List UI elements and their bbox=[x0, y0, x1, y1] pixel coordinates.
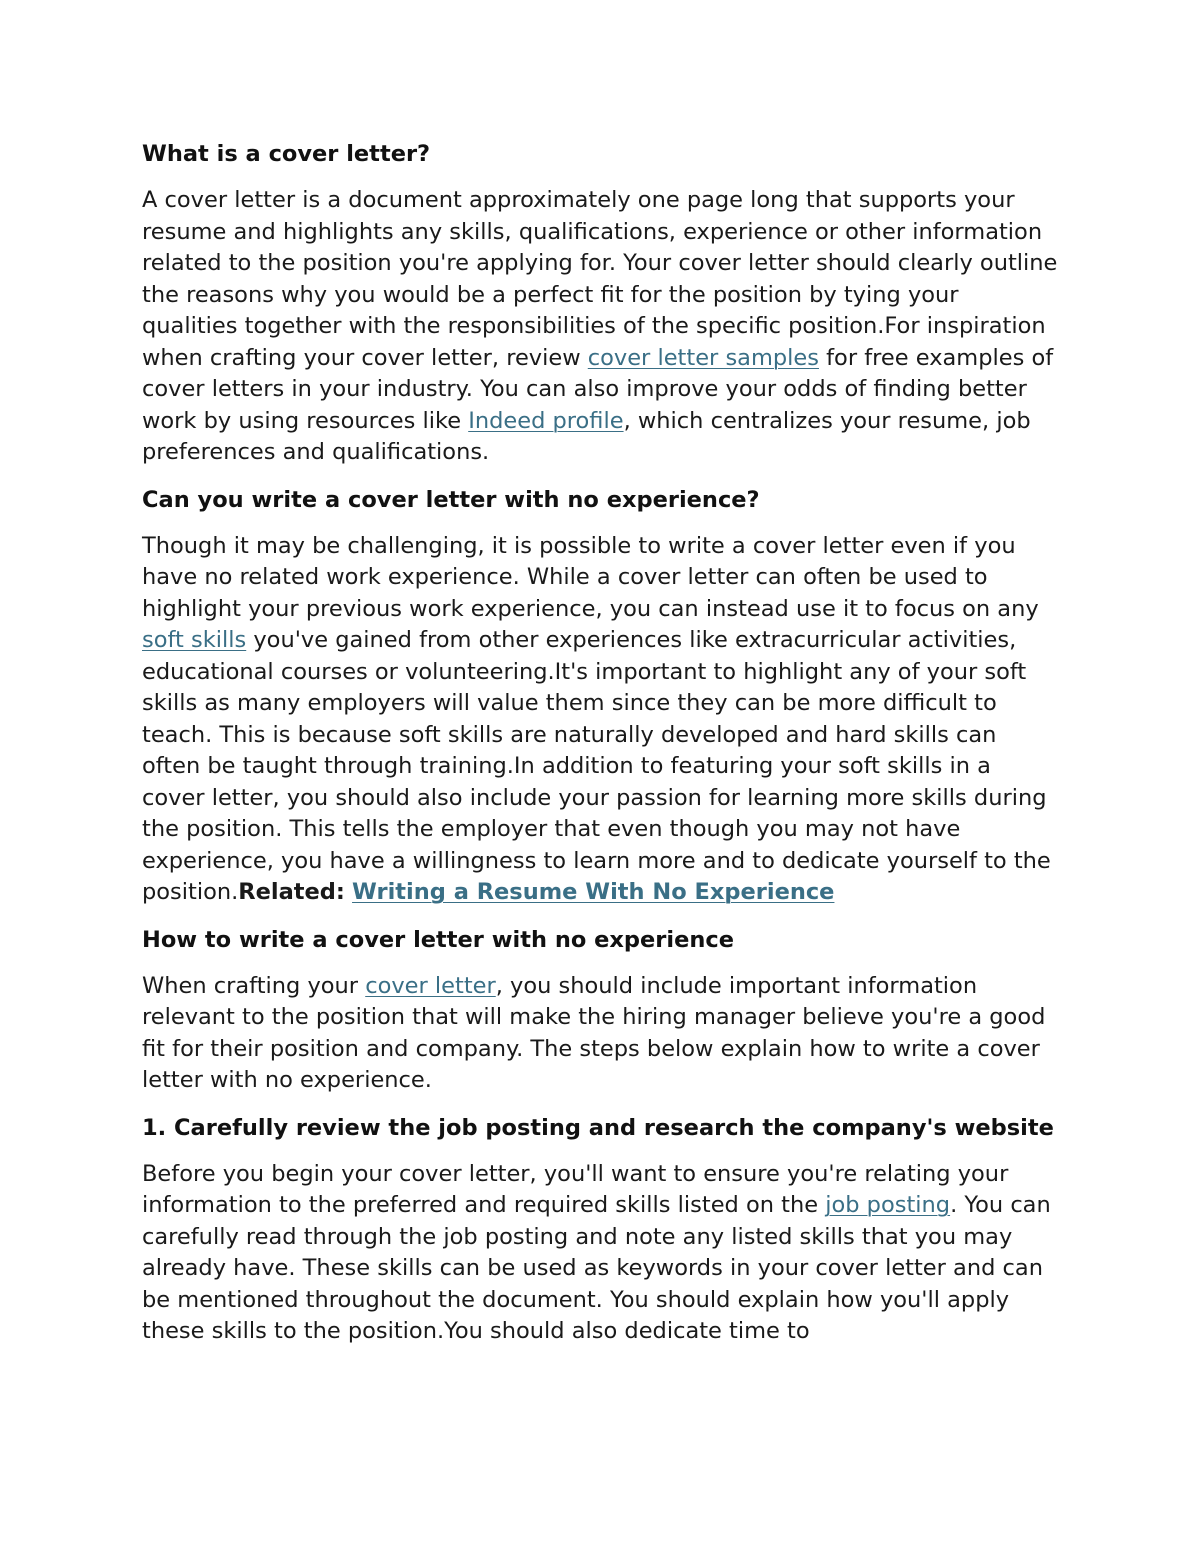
paragraph-text: . You can carefully read through the job posting and note any listed skills that you may already have. These skills can be used as keywords in your cover letter and can be mentioned throughout the document. You should explain how you'll apply these skills to the position.You should also dedicate time to bbox=[142, 1192, 1051, 1344]
paragraph-text: Before you begin your cover letter, you'll want to ensure you're relating your information to the preferred and required skills listed on the bbox=[142, 1160, 1009, 1218]
document-page bbox=[142, 138, 1060, 1363]
paragraph-text: , you should include important information relevant to the position that will make the hiring manager believe you're a good fit for their position and company. The steps below explain how to write a cover letter with no experience. bbox=[142, 972, 1046, 1093]
paragraph-what-is-cover-letter bbox=[142, 185, 1060, 469]
heading-how-to-write: How to write a cover letter with no experience bbox=[142, 926, 734, 953]
link-cover-letter[interactable]: cover letter bbox=[365, 972, 496, 999]
paragraph-step-1 bbox=[142, 1159, 1060, 1348]
paragraph-text: When crafting your bbox=[142, 972, 366, 999]
paragraph-how-to-write bbox=[142, 971, 1060, 1097]
paragraph-text: A cover letter is a document approximately one page long that supports your resume and highlights any skills, qualifications, experience or other information related to the position you're applying for. Your cover letter should clearly outline the reasons why you would be a perfect fit for the position by tying your qualities together with the responsibilities of the specific position.For inspiration when crafting your cover letter, review bbox=[142, 187, 1058, 371]
paragraph-text: , which centralizes your resume, job preferences and qualifications. bbox=[142, 407, 1031, 465]
link-job-posting[interactable]: job posting bbox=[825, 1192, 951, 1218]
link-writing-resume-no-experience[interactable]: Writing a Resume With No Experience bbox=[352, 879, 835, 905]
link-indeed-profile[interactable]: Indeed profile bbox=[468, 407, 624, 434]
link-cover-letter-samples[interactable]: cover letter samples bbox=[587, 344, 819, 371]
related-label: Related: bbox=[238, 879, 345, 905]
paragraph-text: for free examples of cover letters in your industry. You can also improve your odds of finding better work by using resources like bbox=[142, 344, 1054, 434]
paragraph-text: you've gained from other experiences like extracurricular activities, educational courses or volunteering.It's important to highlight any of your soft skills as many employers will value them since they can be more difficult to teach. This is because soft skills are naturally developed and hard skills can often be taught through training.In addition to featuring your soft skills in a cover letter, you should also include your passion for learning more skills during the position. This tells the employer that even though you may not have experience, you have a willingness to learn more and to dedicate yourself to the position. bbox=[142, 627, 1051, 905]
paragraph-text: Though it may be challenging, it is possible to write a cover letter even if you have no related work experience. While a cover letter can often be used to highlight your previous work experience, you can instead use it to focus on any bbox=[142, 532, 1039, 622]
link-soft-skills[interactable]: soft skills bbox=[142, 627, 247, 653]
heading-step-1: 1. Carefully review the job posting and research the company's website bbox=[142, 1114, 1054, 1141]
paragraph-no-experience bbox=[142, 531, 1060, 909]
heading-no-experience: Can you write a cover letter with no experience? bbox=[142, 486, 760, 513]
heading-what-is-cover-letter: What is a cover letter? bbox=[142, 141, 431, 167]
